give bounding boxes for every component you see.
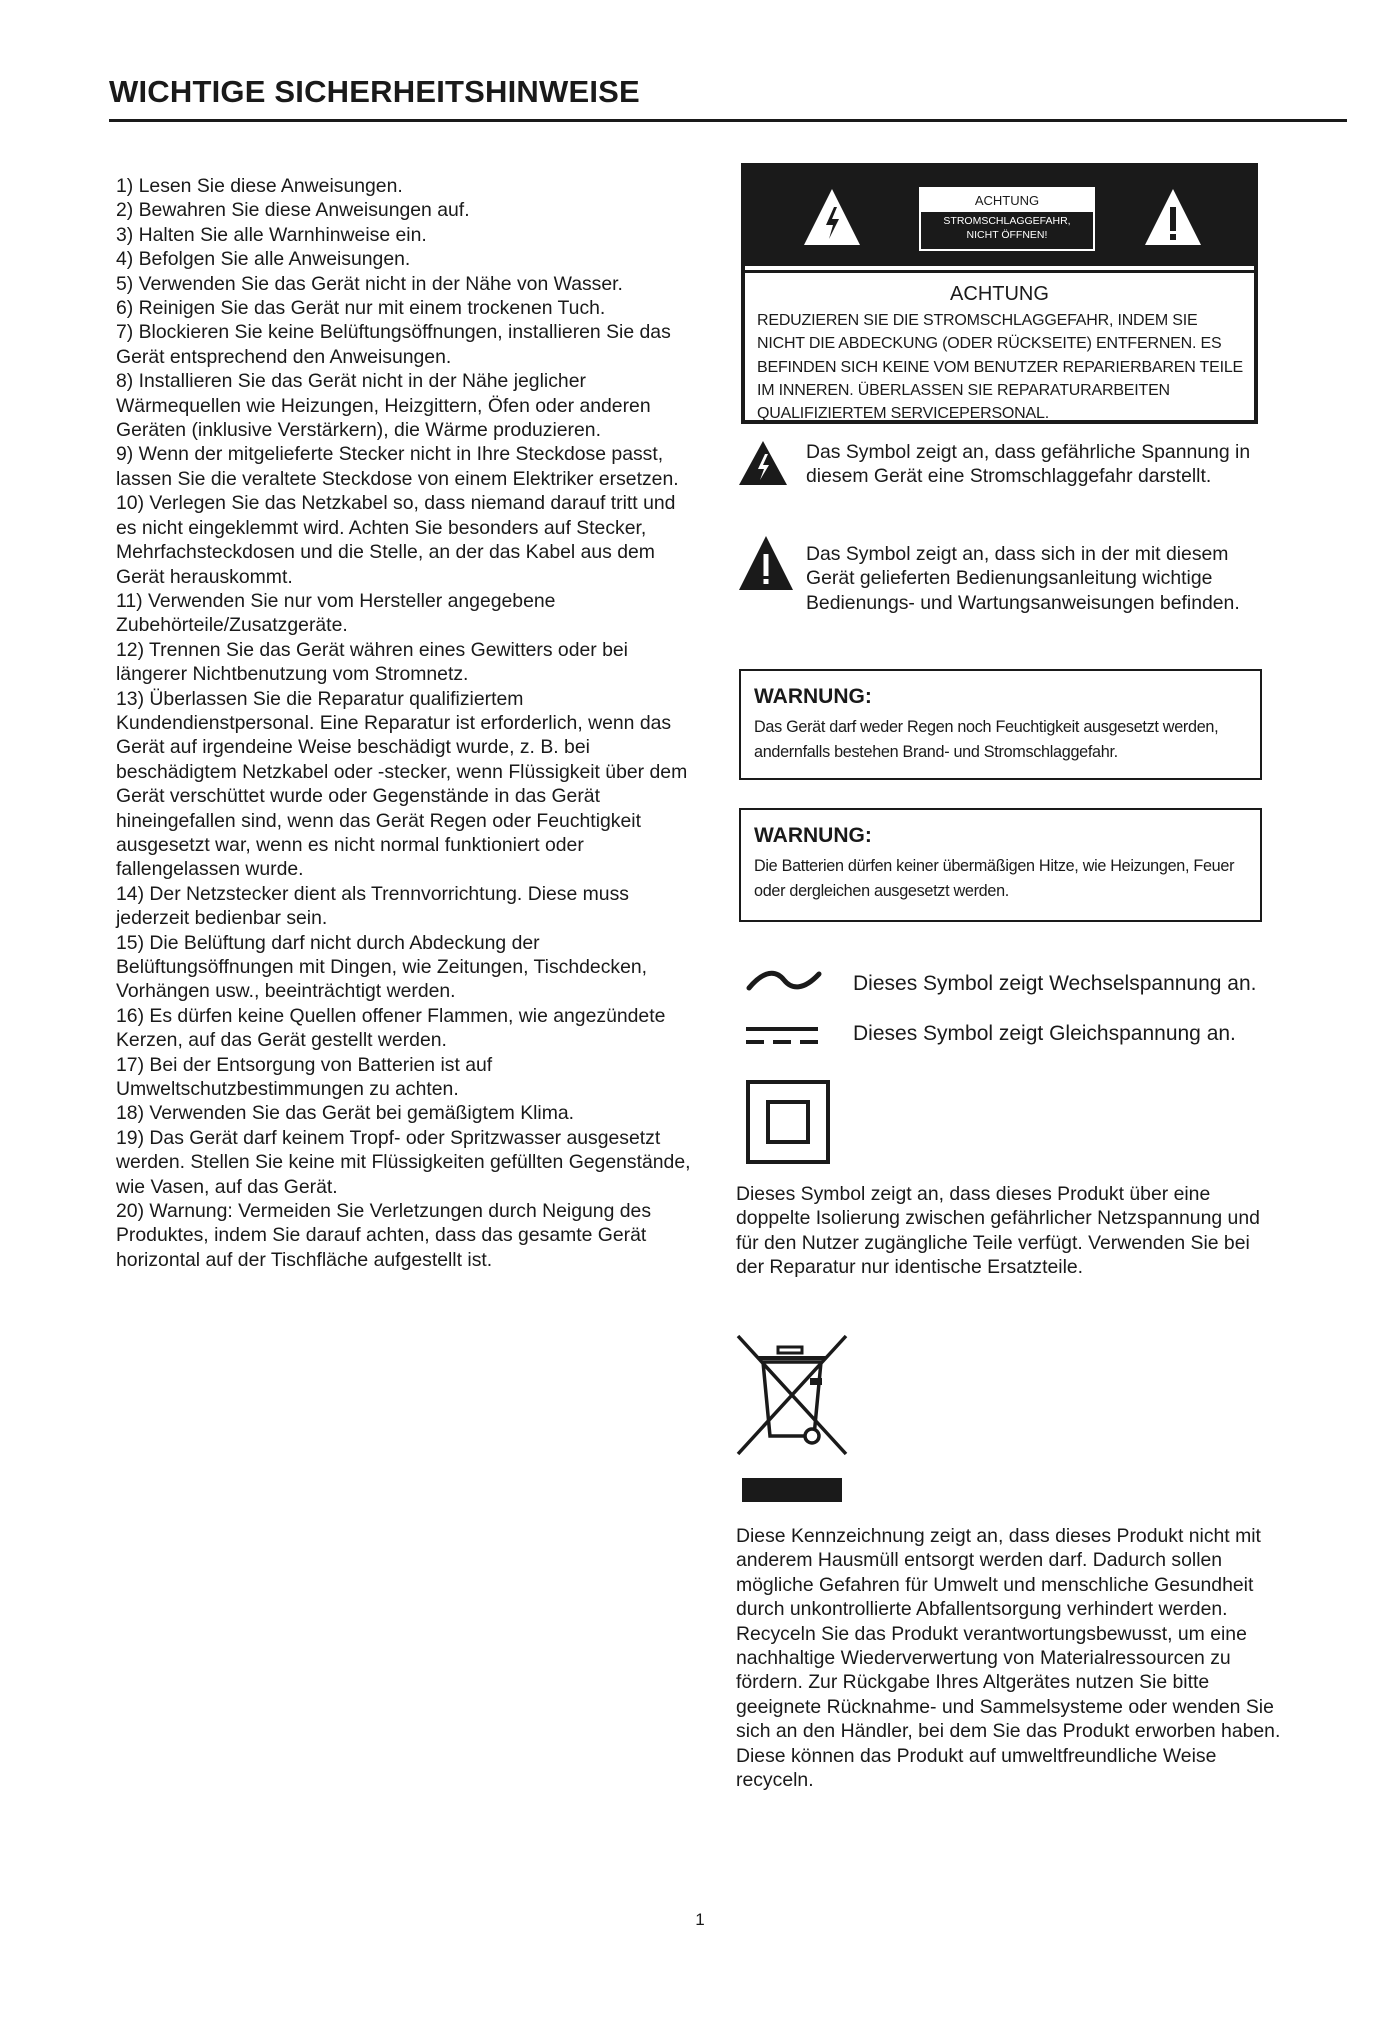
caution-badge-line: STROMSCHLAGGEFAHR, xyxy=(943,215,1071,227)
instruction-item: 2) Bewahren Sie diese Anweisungen auf. xyxy=(116,199,470,222)
double-insulation-text: Dieses Symbol zeigt an, dass dieses Produkt über eine doppelte Isolierung zwischen gefährlicher Netzspannung und für den Nutzer zugängliche Teile verfügt. Verwenden Sie bei der Reparatur nur identische Ersatzteile. xyxy=(736,1183,1260,1279)
exclamation-triangle-icon xyxy=(738,535,794,591)
caution-badge xyxy=(919,187,1095,251)
lightning-symbol-text: Das Symbol zeigt an, dass gefährliche Spannung in diesem Gerät eine Stromschlaggefahr darstellt. xyxy=(806,441,1251,488)
lightning-warning-icon xyxy=(802,187,862,247)
caution-label xyxy=(741,163,1258,424)
exclamation-warning-icon xyxy=(1143,187,1203,247)
warning-heading: WARNUNG: xyxy=(754,824,872,847)
caution-badge-title: ACHTUNG xyxy=(921,189,1093,212)
caution-badge-line: NICHT ÖFFNEN! xyxy=(966,229,1048,241)
caution-heading: ACHTUNG xyxy=(950,283,1049,305)
caution-text: REDUZIEREN SIE DIE STROMSCHLAGGEFAHR, INDEM SIE NICHT DIE ABDECKUNG (ODER RÜCKSEITE) ENTFERNEN. ES BEFINDEN SICH KEINE VOM BENUTZER REPARIERBAREN TEILE IM INNEREN. ÜBERLASSEN SIE REPARATURARBEITEN QUALIFIZIERTEM SERVICEPERSONAL. xyxy=(757,312,1243,423)
exclamation-symbol-text: Das Symbol zeigt an, dass sich in der mit diesem Gerät gelieferten Bedienungsanleitung wichtige Bedienungs- und Wartungsanweisungen befinden. xyxy=(806,543,1240,614)
warning-text: Die Batterien dürfen keiner übermäßigen Hitze, wie Heizungen, Feuer oder dergleichen ausgesetzt werden. xyxy=(754,857,1235,900)
weee-bar xyxy=(742,1478,842,1502)
instruction-item: 8) Installieren Sie das Gerät nicht in der Nähe jeglicher Wärmequellen wie Heizungen, Heizgittern, Öfen oder anderen Geräten (inklusive Verstärkern), die Wärme produzieren. xyxy=(116,370,651,442)
double-insulation-icon xyxy=(746,1080,830,1164)
instruction-item: 11) Verwenden Sie nur vom Hersteller angegebene Zubehörteile/Zusatzgeräte. xyxy=(116,589,556,637)
page-number: 1 xyxy=(695,1910,705,1929)
instruction-item: 4) Befolgen Sie alle Anweisungen. xyxy=(116,248,411,271)
lightning-triangle-icon xyxy=(738,440,788,486)
warning-box-batteries xyxy=(739,808,1262,922)
ac-symbol-text: Dieses Symbol zeigt Wechselspannung an. xyxy=(853,972,1257,995)
instruction-item: 16) Es dürfen keine Quellen offener Flammen, wie angezündete Kerzen, auf das Gerät gestellt werden. xyxy=(116,1004,666,1052)
caution-label-body xyxy=(745,270,1254,423)
warning-heading: WARNUNG: xyxy=(754,685,872,708)
instruction-item: 13) Überlassen Sie die Reparatur qualifiziertem Kundendienstpersonal. Eine Reparatur ist erforderlich, wenn das Gerät auf irgendeine Weise beschädigt wurde, z. B. bei beschädigtem Netzkabel oder -stecker, wenn Flüssigkeit über dem Gerät verschüttet wurde oder Gegenstände in das Gerät hineingefallen sind, wenn das Gerät Regen oder Feuchtigkeit ausgesetzt war, wenn es nicht normal funktioniert oder fallengelassen wurde. xyxy=(116,687,688,881)
caution-badge-text xyxy=(921,214,1093,242)
instruction-item: 14) Der Netzstecker dient als Trennvorrichtung. Diese muss jederzeit bedienbar sein. xyxy=(116,882,629,930)
instruction-item: 10) Verlegen Sie das Netzkabel so, dass niemand darauf tritt und es nicht eingeklemmt wird. Achten Sie besonders auf Stecker, Mehrfachsteckdosen und die Stelle, an der das Kabel aus dem Gerät herauskommt. xyxy=(116,492,676,588)
instruction-item: 20) Warnung: Vermeiden Sie Verletzungen durch Neigung des Produktes, indem Sie darauf achten, dass das gesamte Gerät horizontal auf der Tischfläche aufgestellt ist. xyxy=(116,1200,652,1271)
caution-label-header xyxy=(745,167,1254,266)
weee-text: Diese Kennzeichnung zeigt an, dass dieses Produkt nicht mit anderem Hausmüll entsorgt werden darf. Dadurch sollen mögliche Gefahren für Umwelt und menschliche Gesundheit durch unkontrollierte Abfallentsorgung verhindert werden. Recyceln Sie das Produkt verantwortungsbewusst, um eine nachhaltige Wiederverwertung von Materialressourcen zu fördern. Zur Rückgabe Ihres Altgerätes nutzen Sie bitte geeignete Rücknahme- und Sammelsysteme oder wenden Sie sich an den Händler, bei dem Sie das Produkt erworben haben. Diese können das Produkt auf umweltfreundliche Weise recyceln. xyxy=(736,1525,1281,1792)
instruction-item: 6) Reinigen Sie das Gerät nur mit einem trockenen Tuch. xyxy=(116,297,606,320)
instruction-item: 18) Verwenden Sie das Gerät bei gemäßigtem Klima. xyxy=(116,1102,575,1125)
warning-box-moisture xyxy=(739,669,1262,780)
instruction-item: 5) Verwenden Sie das Gerät nicht in der Nähe von Wasser. xyxy=(116,272,623,295)
instruction-item: 9) Wenn der mitgelieferte Stecker nicht in Ihre Steckdose passt, lassen Sie die veraltete Steckdose von einem Elektriker ersetzen. xyxy=(116,443,679,490)
title-rule xyxy=(109,119,1347,122)
instruction-item: 7) Blockieren Sie keine Belüftungsöffnungen, installieren Sie das Gerät entsprechend den Anweisungen. xyxy=(116,321,671,368)
crossed-out-wheelie-bin-icon xyxy=(730,1332,854,1492)
instruction-list xyxy=(116,174,691,1272)
warning-text: Das Gerät darf weder Regen noch Feuchtigkeit ausgesetzt werden, andernfalls bestehen Brand- und Stromschlaggefahr. xyxy=(754,718,1219,761)
direct-current-icon xyxy=(746,1025,818,1047)
instruction-item: 15) Die Belüftung darf nicht durch Abdeckung der Belüftungsöffnungen mit Dingen, wie Zeitungen, Tischdecken, Vorhängen usw., beeinträchtigt werden. xyxy=(116,931,648,1003)
instruction-item: 19) Das Gerät darf keinem Tropf- oder Spritzwasser ausgesetzt werden. Stellen Sie keine mit Flüssigkeiten gefüllten Gegenstände, wie Vasen, auf das Gerät. xyxy=(116,1126,691,1198)
instruction-item: 1) Lesen Sie diese Anweisungen. xyxy=(116,175,403,197)
alternating-current-icon xyxy=(746,970,822,994)
dc-symbol-text: Dieses Symbol zeigt Gleichspannung an. xyxy=(853,1022,1236,1045)
instruction-item: 3) Halten Sie alle Warnhinweise ein. xyxy=(116,223,427,246)
instruction-item: 12) Trennen Sie das Gerät währen eines Gewitters oder bei längerer Nichtbenutzung vom Stromnetz. xyxy=(116,638,628,686)
instruction-item: 17) Bei der Entsorgung von Batterien ist auf Umweltschutzbestimmungen zu achten. xyxy=(116,1053,493,1101)
page-title: WICHTIGE SICHERHEITSHINWEISE xyxy=(109,74,640,109)
